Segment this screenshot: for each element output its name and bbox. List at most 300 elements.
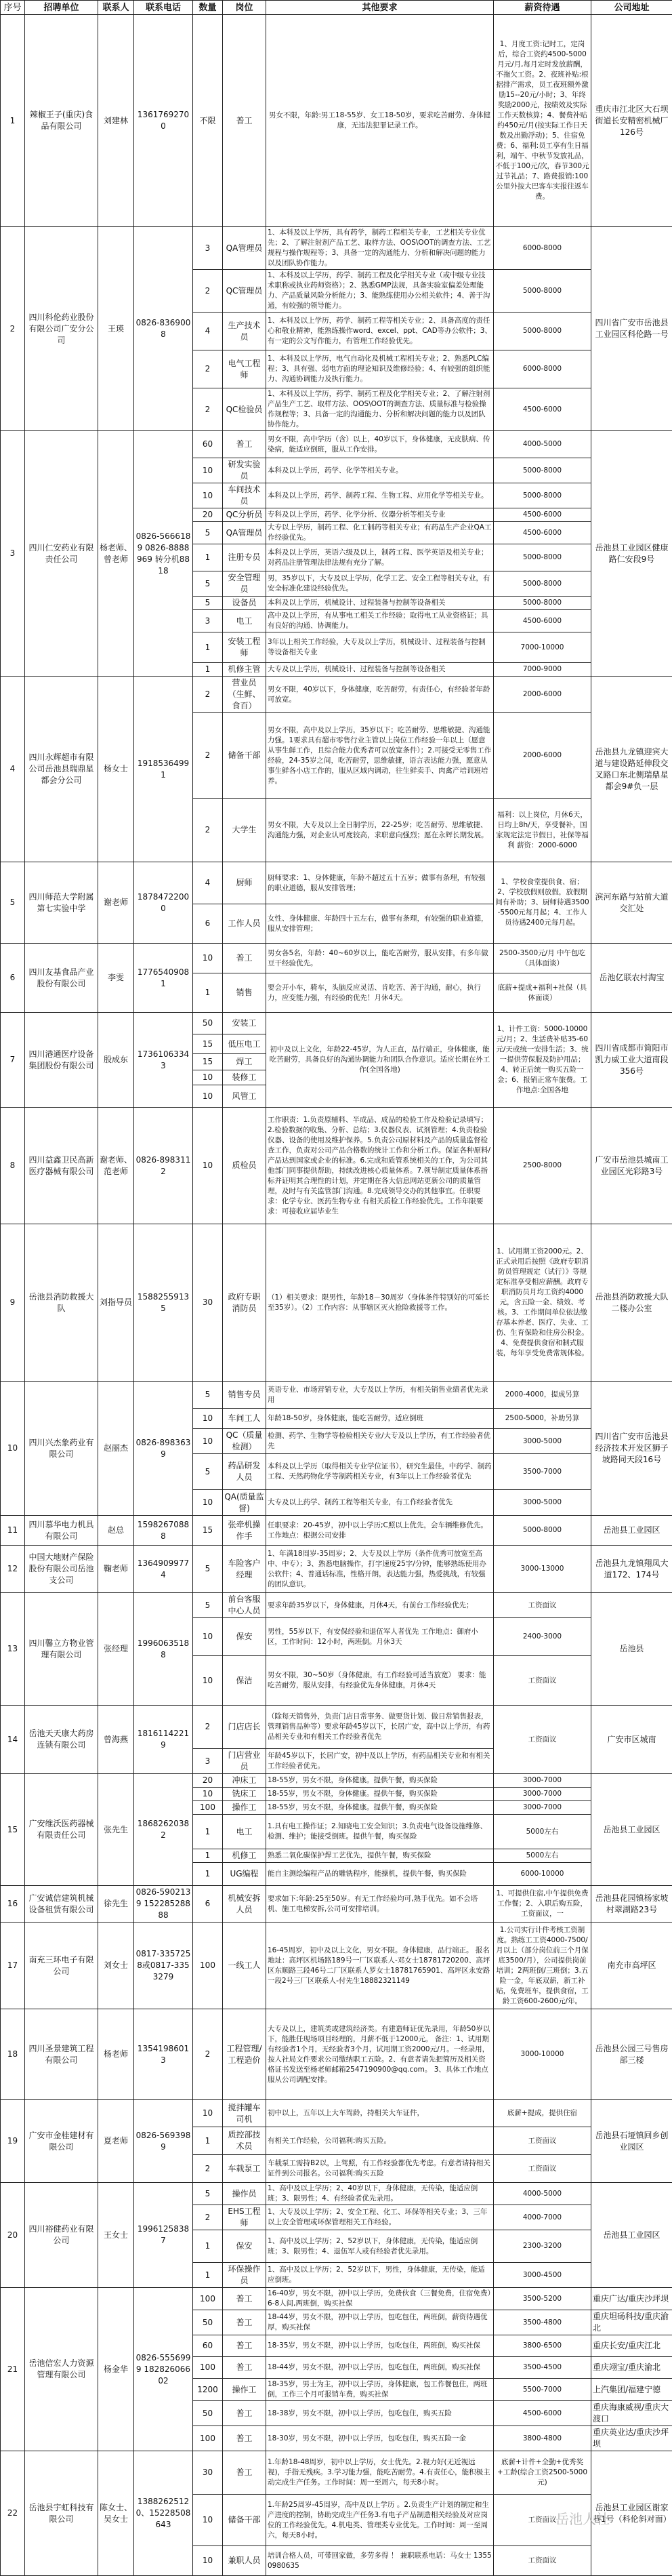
- requirements-cell: 1.年龄18-48周岁，初中以上学历，女士优先。2.视力好(无近视远视)，手指无残疾。3.学习能力强，能吃苦耐劳。4.有责任心，能积极主动完成生产任务。工作时间：周一至周六，每天8小时。: [266, 2451, 494, 2495]
- requirements-cell: 女性、身体健康、年龄四十五左右，做事有条理，有较强的职业道德，服从安排管理；: [266, 904, 494, 944]
- contact-cell: 陈女士、吴女士: [98, 2451, 134, 2576]
- phone-cell: 18682620382: [134, 1774, 193, 1886]
- seq-cell: 18: [1, 2009, 25, 2100]
- address-cell: 重庆市江北区大石坝街道长安精密机械厂126号: [591, 15, 672, 227]
- count-cell: 100: [193, 2426, 223, 2451]
- salary-cell: 工资面议: [494, 1706, 591, 1774]
- position-cell: 设备员: [223, 597, 266, 610]
- position-cell: 电工: [223, 1815, 266, 1849]
- salary-cell: 底薪+计件+全勤+优秀奖+工龄(综合工资2500-5000元): [494, 2451, 591, 2495]
- count-cell: 10: [193, 2495, 223, 2546]
- salary-cell: 5000左右: [494, 1815, 591, 1849]
- count-cell: 30: [193, 1224, 223, 1382]
- requirements-cell: 初中及以上文化，年龄22-45岁，为人正直，品行端正，身体健康，能吃苦耐劳，具备良好的沟通协调能力和团队合作意识。适应长期在外工作(全国各地): [266, 1013, 494, 1108]
- table-body: [1, 15, 672, 2576]
- requirements-cell: 本科及以上学历，机械设计、过程装备与控制等设备相关: [266, 597, 494, 610]
- requirements-cell: 有相关工作经验，公司福利:购买五险。: [266, 2127, 494, 2155]
- salary-cell: 5000-8000: [494, 1516, 591, 1546]
- company-cell: 四川港通医疗设备集团股份有限公司: [25, 1013, 98, 1108]
- header-contact: 联系人: [98, 1, 134, 15]
- position-cell: 政府专职消防员: [223, 1224, 266, 1382]
- position-cell: 焊工: [223, 1054, 266, 1070]
- address-cell: 岳池县: [591, 1593, 672, 1706]
- count-cell: 4: [193, 313, 223, 350]
- requirements-cell: （除每天销售外，负责门店日常事务、做要货计划、做日常销售报表，管理销售品种等）要求年龄45岁以下，长居广安，高中以上学历，有药品相关专业和有相关工作经验者优先: [266, 1706, 494, 1749]
- contact-cell: 杨老师: [98, 2009, 134, 2100]
- salary-cell: 1、计件工资：5000-10000元/月；2、生活费补贴35-60元/天或统一安排生活；3、统一提供劳保服及防护用品；4、转正后统一购买五险一金；6、报销正常车旅费。工作地点:全国各地: [494, 1013, 591, 1108]
- requirements-cell: 任职要求：20-45岁，初中以上学历;C照以上优先，会车辆维修优先。工作地点：根据公司安排: [266, 1516, 494, 1546]
- header-seq: 序号: [1, 1, 25, 15]
- salary-cell: 5000-8000: [494, 571, 591, 597]
- requirements-cell: 能自主测绘编程产品的雕铣程序，能操机，提供午餐，购买保险: [266, 1863, 494, 1886]
- phone-cell: 19185364991: [134, 677, 193, 862]
- position-cell: 装修工: [223, 1070, 266, 1085]
- salary-cell: 6000-10000: [494, 1863, 591, 1886]
- salary-cell: 2300-3200: [494, 2230, 591, 2263]
- address-cell: 岳池县工业园区谢家巷1号（科伦斜对面）: [591, 2451, 672, 2576]
- requirements-cell: 厨师要求：1、身体健康，年龄不超过五十五岁；做事有条理，有较强的职业道德，服从安排管理；: [266, 862, 494, 904]
- position-cell: 普工: [223, 2357, 266, 2379]
- phone-cell: 0826-8983112: [134, 1108, 193, 1224]
- position-cell: QC管理员: [223, 270, 266, 313]
- requirements-cell: 1、本科及以上学历，电气自动化及机械工程相关专业；2、熟悉PLC编程；3、具有强、弱电方面的理论知识及维修经验；4、有较强的组织能力、沟通协调能力及执行能力。: [266, 350, 494, 388]
- seq-cell: 22: [1, 2451, 25, 2576]
- count-cell: 3: [193, 1749, 223, 1774]
- seq-cell: 19: [1, 2100, 25, 2183]
- position-cell: 操作员: [223, 2183, 266, 2205]
- header-company: 招聘单位: [25, 1, 98, 15]
- count-cell: 1: [193, 2230, 223, 2263]
- company-cell: 岳池信宏人力资源管理有限公司: [25, 2288, 98, 2451]
- salary-cell: 2500-5000，补助另算: [494, 1409, 591, 1429]
- seq-cell: 3: [1, 431, 25, 677]
- requirements-cell: 大专及以上药学、制药工程等相关专业，有工作经验者优先: [266, 1490, 494, 1516]
- salary-cell: 底薪+提成+福利+社保（具体面谈）: [494, 973, 591, 1013]
- requirements-cell: 要求年龄35岁以下，身体健康，月休4天，有前台工作经验优先；: [266, 1593, 494, 1618]
- count-cell: 2: [193, 2205, 223, 2230]
- address-cell: 重庆海康威视/重庆大渡口: [591, 2401, 672, 2426]
- contact-cell: 王瑛: [98, 227, 134, 431]
- count-cell: 10: [193, 1085, 223, 1108]
- phone-cell: 18784722000: [134, 862, 193, 944]
- salary-cell: 工资面议: [494, 2155, 591, 2183]
- phone-cell: 0826-5693989: [134, 2100, 193, 2183]
- salary-cell: 4500-6000: [494, 388, 591, 431]
- requirements-cell: 1、高中及以上学历；2、52岁以下，男性，身体健康，无传染，能适应倒班。: [266, 2263, 494, 2288]
- company-cell: 四川科伦药业股份有限公司广安分公司: [25, 227, 98, 431]
- address-cell: 岳池县工业园区: [591, 1774, 672, 1886]
- address-cell: 岳池亿联农村淘宝: [591, 944, 672, 1013]
- count-cell: 50: [193, 2310, 223, 2335]
- position-cell: 质控部技术员: [223, 2127, 266, 2155]
- contact-cell: 夏老师: [98, 2100, 134, 2183]
- requirements-cell: 本科及以上学历，英语六级及以上，制药工程、医学英语及相关专业；对药品注册管理法律法规有充分了解。: [266, 544, 494, 571]
- company-cell: 四川师范大学附属第七实验中学: [25, 862, 98, 944]
- salary-cell: 3800-4800: [494, 2426, 591, 2451]
- seq-cell: 8: [1, 1108, 25, 1224]
- salary-cell: 1、可提供住宿,中午提供免费工作餐；2、入职后购五险，工资面议，一: [494, 1886, 591, 1923]
- requirements-cell: 1、高中及以上学历；2、40岁以下，身体健康，无传染，能适应倒班；3、限男性；4、有经验者优先录用。: [266, 2183, 494, 2205]
- position-cell: 普工: [223, 15, 266, 227]
- salary-cell: 5000-8000: [494, 597, 591, 610]
- count-cell: 20: [193, 508, 223, 522]
- position-cell: 普工: [223, 2310, 266, 2335]
- phone-cell: 17361063343: [134, 1013, 193, 1108]
- salary-cell: 4500-6000: [494, 508, 591, 522]
- position-cell: 操作工: [223, 1801, 266, 1815]
- position-cell: 机械安拆人员: [223, 1886, 266, 1923]
- position-cell: 药品研发人员: [223, 1454, 266, 1490]
- address-cell: 重庆翊宝/重庆渝北: [591, 2357, 672, 2379]
- count-cell: 5: [193, 1454, 223, 1490]
- salary-cell: 2000-4000，提成另算: [494, 1382, 591, 1409]
- count-cell: 10: [193, 1108, 223, 1224]
- count-cell: 50: [193, 2401, 223, 2426]
- count-cell: 3: [193, 610, 223, 632]
- phone-cell: 19961258387: [134, 2183, 193, 2288]
- requirements-cell: 男性，55岁以下，有安保经验和退伍军人者优先 工作地点：御府小区，工作时间：12小时，两班倒。月休3天: [266, 1618, 494, 1656]
- seq-cell: 21: [1, 2288, 25, 2451]
- table-row: [1, 2451, 672, 2495]
- count-cell: 60: [193, 431, 223, 458]
- phone-cell: 0826-5902139 15228528888: [134, 1886, 193, 1923]
- position-cell: 风管工: [223, 1085, 266, 1108]
- count-cell: 1200: [193, 2379, 223, 2401]
- count-cell: 1: [193, 1849, 223, 1863]
- contact-cell: 刘建林: [98, 15, 134, 227]
- salary-cell: 底薪+提成，提供住宿: [494, 2100, 591, 2127]
- seq-cell: 20: [1, 2183, 25, 2288]
- company-cell: 四川仁安药业有限责任公司: [25, 431, 98, 677]
- requirements-cell: 男，35岁以下，大专及以上学历，化学工艺、安全工程等相关专业，有安全标准化建设经验优先。: [266, 571, 494, 597]
- watermark-logo: 岳池人社: [555, 2508, 610, 2528]
- position-cell: 储备干部: [223, 2495, 266, 2546]
- requirements-cell: 1、本科及以上学历，药学、制药工程等相关专业；2、具备高度的责任心和敬业精神，能熟练操作word、excel、ppt、CAD等办公软件；3、有一定的公文写作能力，有管理工作经验优先。: [266, 313, 494, 350]
- table-row: [1, 431, 672, 458]
- phone-cell: 15982670888: [134, 1516, 193, 1546]
- requirements-cell: 要会开小车，骑车，头脑反应灵活、肯吃苦、善于沟通，耐心，执行力，应变能力强，有经验的优先！月休4天。: [266, 973, 494, 1013]
- phone-cell: 0826-5666189 0826-8888969 转分机8818: [134, 431, 193, 677]
- salary-cell: 1、月度工资:记时工，定岗后，综合工资约4500-5000月元/月,每月定时发放薪酬，不拖欠工资。2、夜班补贴:根据排产需求，员工夜班额外激励15--20元/小时；3、年终奖励2000元，按绩效及实际工作天数核算；4、餐费补贴约450元/月(按实际工作日天数及出勤浮动)；5、住宿免费；6、福利:员工享有生日福利，端午、中秋节发放礼品，不低于100元/次，春节300元过节礼品；7、路费报销:100公里外按大巴客车实报往返车费。: [494, 15, 591, 227]
- position-cell: 门店营业员: [223, 1749, 266, 1774]
- position-cell: 兼职人员: [223, 2546, 266, 2576]
- table-row: [1, 862, 672, 904]
- company-cell: 四川益鑫卫民高新医疗器械有限公司: [25, 1108, 98, 1224]
- table-row: [1, 1886, 672, 1923]
- position-cell: 销售: [223, 973, 266, 1013]
- requirements-cell: 培训合格人员，可带回家做，多劳多得 ！ 兼职联系电话：马女士 13550980635: [266, 2546, 494, 2576]
- phone-cell: 13541986013: [134, 2009, 193, 2100]
- count-cell: 10: [193, 1618, 223, 1656]
- contact-cell: 王女士: [98, 2183, 134, 2288]
- position-cell: QC分析员: [223, 508, 266, 522]
- requirements-cell: 男女不限，40岁以下，身体健康，吃苦耐劳，有责任心，有经验者年龄可放宽。: [266, 677, 494, 713]
- address-cell: 岳池县工业园区: [591, 1516, 672, 1546]
- table-row: [1, 1516, 672, 1546]
- contact-cell: 赵丽杰: [98, 1382, 134, 1516]
- table-row: [1, 2183, 672, 2205]
- company-cell: 四川慕华电力机具有限公司: [25, 1516, 98, 1546]
- position-cell: QA(质量监督): [223, 1490, 266, 1516]
- position-cell: 普工: [223, 2426, 266, 2451]
- requirements-cell: 1.年龄25周岁-45周岁，高中及以上学历 。2.负责生产计划的制定和生产进度的控制，协助完成生产任务3.有电子产品制造相关经验及对应岗位的工作经验优先。4.机电类、管理类专业优先。工作时间：周一至周六，每天8小时。: [266, 2495, 494, 2546]
- table-row: [1, 2009, 672, 2100]
- phone-cell: 0817-3357258或0817-3353279: [134, 1923, 193, 2009]
- salary-cell: 福利：以上岗位，月休6天，日均上8h/天，享受餐补，国家规定法定节假日，社保等福利 薪资：2000-6000: [494, 799, 591, 862]
- salary-cell: 2500-8000: [494, 1108, 591, 1224]
- count-cell: 10: [193, 2100, 223, 2127]
- position-cell: 保安: [223, 1618, 266, 1656]
- count-cell: 10: [193, 1409, 223, 1429]
- company-cell: 四川友基食品产业股份有限公司: [25, 944, 98, 1013]
- table-row: [1, 2100, 672, 2127]
- count-cell: 15: [193, 1034, 223, 1054]
- count-cell: 10: [193, 2546, 223, 2576]
- requirements-cell: 男女不限，年龄:男工18-55岁、女工18-50岁，要求吃苦耐劳、身体健康，无违法犯罪记录工作。: [266, 15, 494, 227]
- header-phone: 联系电话: [134, 1, 193, 15]
- salary-cell: 3000-7000: [494, 1801, 591, 1815]
- contact-cell: 赵总: [98, 1516, 134, 1546]
- table-row: [1, 677, 672, 713]
- address-cell: 岳池县工业园区健康路仁安段9号: [591, 431, 672, 677]
- count-cell: 1: [193, 2263, 223, 2288]
- table-row: [1, 1224, 672, 1382]
- phone-cell: 13882625120、15228508643: [134, 2451, 193, 2576]
- count-cell: 5: [193, 1382, 223, 1409]
- requirements-cell: 男女不限，30~50岁（身体健康，有工作经验可适当放宽） 要求：能吃苦耐劳，服从安排，有经验优先身体健康，月休4天: [266, 1656, 494, 1706]
- address-cell: 四川省广安市岳池县工业园区科伦路一号: [591, 227, 672, 431]
- contact-cell: 张先生: [98, 1774, 134, 1886]
- position-cell: 普工: [223, 431, 266, 458]
- salary-cell: 4000-7000: [494, 2205, 591, 2230]
- position-cell: 机修主管: [223, 663, 266, 677]
- salary-cell: 5000左右: [494, 1849, 591, 1863]
- requirements-cell: 检测、药学、生物学等检验相关专业/大专及以上学历，有工作经验者优先: [266, 1429, 494, 1454]
- count-cell: 10: [193, 1429, 223, 1454]
- requirements-cell: 1、本科及以上学历，具有药学，制药工程相关专业，工艺相关专业优先；2、了解注射剂产品工艺、取样方法、OOS\OOT的调查方法、工艺规程与操作规程等；3、具备一定的沟通能力、分析和解决问题的能力以及团队协作能力。: [266, 227, 494, 270]
- salary-cell: 工资面议: [494, 1656, 591, 1706]
- requirements-cell: 男女不限，高中及以上学历，35岁以下；吃苦耐劳、思维敏捷、沟通能力强。1要求具有超市零售行业主管以上岗位工作经验一年以上（愿意从事生鲜工作，且综合能力优秀者可以放宽条件）；2.可接受无零售工作经验，24-35岁之间，吃苦耐劳，思维敏捷，语言表达能力强，愿意从事生鲜各小店工作的，服从区域内调动，往生鲜卖手、肉禽产培训班培养。: [266, 713, 494, 799]
- address-cell: 重庆广达/重庆沙坪坝: [591, 2288, 672, 2310]
- count-cell: 1: [193, 2127, 223, 2155]
- phone-cell: 18161142219: [134, 1706, 193, 1774]
- address-cell: 上汽集团/福建宁德: [591, 2379, 672, 2401]
- salary-cell: 工资面议: [494, 1593, 591, 1618]
- requirements-cell: 1、大专及以上学历；2、安全工程、化工、环保等相关专业；3、三年以上安全管理或环保管理相关工作经验。: [266, 2205, 494, 2230]
- seq-cell: 11: [1, 1516, 25, 1546]
- contact-cell: 谢老师、范老师: [98, 1108, 134, 1224]
- count-cell: 10: [193, 483, 223, 508]
- contact-cell: 张经理: [98, 1593, 134, 1706]
- salary-cell: 5000-8000: [494, 544, 591, 571]
- header-requirements: 其他要求: [266, 1, 494, 15]
- salary-cell: 3000-5000: [494, 1490, 591, 1516]
- position-cell: QA管理员: [223, 227, 266, 270]
- position-cell: 环保操作员: [223, 2263, 266, 2288]
- requirements-cell: 1、本科及以上学历，药学、制药工程及化学相关专业（或中级专业技术职称或执业药师资格）；2、熟悉GMP法规，具备实验室偏差处理能力、产品质量风险分析能力；3、能熟练使用办公相关软件；4、善于沟通，有较强的领导能力。: [266, 270, 494, 313]
- header-address: 公司地址: [591, 1, 672, 15]
- phone-cell: 19960635188: [134, 1593, 193, 1706]
- position-cell: 保安: [223, 2230, 266, 2263]
- position-cell: 门店店长: [223, 1706, 266, 1749]
- phone-cell: 0826-8369008: [134, 227, 193, 431]
- requirements-cell: 18-55岁，男女不限，身体健康。提供午餐，购买保险: [266, 1788, 494, 1801]
- count-cell: 100: [193, 1923, 223, 2009]
- count-cell: 5: [193, 1546, 223, 1593]
- position-cell: 安装工程师: [223, 632, 266, 663]
- seq-cell: 1: [1, 15, 25, 227]
- header-salary: 薪资待遇: [494, 1, 591, 15]
- requirements-cell: 3年以上相关工作经验，大专及以上学历，机械设计、过程装备与控制等设备相关专业: [266, 632, 494, 663]
- phone-cell: 17765409081: [134, 944, 193, 1013]
- salary-cell: 7000-9000: [494, 663, 591, 677]
- requirements-cell: 大专以上学历，制药工程、化工制药等相关专业；有药品生产企业QA工作经验优先。: [266, 522, 494, 544]
- address-cell: 岳池县公园三号售房部三楼: [591, 2009, 672, 2100]
- salary-cell: 4500-6000: [494, 2401, 591, 2426]
- count-cell: 5: [193, 597, 223, 610]
- count-cell: 2: [193, 713, 223, 799]
- requirements-cell: 18-35岁，男士为主，初中以上学历，身体健康，包工作餐包住，两班倒，工作三个月可报销车费，购买社保: [266, 2379, 494, 2401]
- table-row: [1, 1108, 672, 1224]
- salary-cell: 3500-7000: [494, 1454, 591, 1490]
- count-cell: 10: [193, 458, 223, 483]
- company-cell: 岳池县消防救援大队: [25, 1224, 98, 1382]
- salary-cell: 3000-13000: [494, 1546, 591, 1593]
- address-cell: 四川省广安市岳池县经济技术开发区狮子坡路同天段16号: [591, 1382, 672, 1516]
- phone-cell: 15882559135: [134, 1224, 193, 1382]
- requirements-cell: 本科及以上学历（取得相关专业学位证书），研究生最佳，中药学、制药工程、天然药物化学等制药相关专业，有3年以上工作经验者优先: [266, 1454, 494, 1490]
- requirements-cell: 英语专业、市场营销专业，大专及以上学历，有相关销售业绩者优先录用: [266, 1382, 494, 1409]
- seq-cell: 17: [1, 1923, 25, 2009]
- seq-cell: 7: [1, 1013, 25, 1108]
- count-cell: 10: [193, 1788, 223, 1801]
- requirements-cell: （1）相关要求：限男性，年龄18－30周岁（身体条件特别好的可延长至35岁）。（2）工作内容：从事辖区灭火抢险救援等工作。: [266, 1224, 494, 1382]
- position-cell: 工程管理/工程造价: [223, 2009, 266, 2100]
- seq-cell: 9: [1, 1224, 25, 1382]
- position-cell: QC检验员: [223, 388, 266, 431]
- position-cell: 销售专员: [223, 1382, 266, 1409]
- salary-cell: 3500-4800: [494, 2310, 591, 2335]
- position-cell: 车载泵工: [223, 2155, 266, 2183]
- address-cell: 广安市岳池县城南工业园区光彩路3号: [591, 1108, 672, 1224]
- salary-cell: 5500-7000: [494, 2379, 591, 2401]
- count-cell: 1: [193, 544, 223, 571]
- position-cell: EHS工程师: [223, 2205, 266, 2230]
- salary-cell: 7000-10000: [494, 632, 591, 663]
- salary-cell: 6000-8000: [494, 227, 591, 270]
- count-cell: 1: [193, 1815, 223, 1849]
- requirements-cell: 1、高中及以上学历；2、52岁以下，身体健康，无传染，能适应倒班；3、限男性；4、退伍军人或有经验者优先录用。: [266, 2230, 494, 2263]
- address-cell: 南充市高坪区: [591, 1923, 672, 2009]
- address-cell: 重庆坦砀科技/重庆渝北: [591, 2310, 672, 2335]
- requirements-cell: 1、本科及以上学历，药学、制药工程及化学相关专业；2、了解注射剂产品生产工艺、取样方法、OOS\OOT的调查方法、质量标准与检验操作规程等；3、具备一定的沟通能力、分析和解决问题的能力以及团队协作能力。: [266, 388, 494, 431]
- count-cell: 2: [193, 677, 223, 713]
- position-cell: QA管理员: [223, 522, 266, 544]
- count-cell: 2: [193, 388, 223, 431]
- requirements-cell: 16-40岁，男女不限，初中以上学历，免费伙食（三餐免费，住宿免费）6-8人间,两班倒，购买社保: [266, 2288, 494, 2310]
- count-cell: 10: [193, 1656, 223, 1706]
- position-cell: 安全管理员: [223, 571, 266, 597]
- salary-cell: 3000-5000: [494, 1429, 591, 1454]
- position-cell: 搅拌罐车司机: [223, 2100, 266, 2127]
- position-cell: 普工: [223, 2335, 266, 2357]
- count-cell: 10: [193, 944, 223, 973]
- count-cell: 4: [193, 862, 223, 904]
- seq-cell: 13: [1, 1593, 25, 1706]
- table-row: [1, 1923, 672, 2009]
- requirements-cell: 1.具有电工操作证；2.知晓电工安全知识；3.负责电气设备设施维修、检测、维护；能接受倒班。提供午餐，购买保险: [266, 1815, 494, 1849]
- count-cell: 50: [193, 1013, 223, 1034]
- phone-cell: 0826-5556999 18282606602: [134, 2288, 193, 2451]
- count-cell: 30: [193, 2451, 223, 2495]
- position-cell: 营业员（生鲜、食百）: [223, 677, 266, 713]
- salary-cell: 2500-3500元/月 中午包吃（具体面谈）: [494, 944, 591, 973]
- requirements-cell: 18-38岁，男女不限，初中以上学历，包吃包住，购买五险: [266, 2401, 494, 2426]
- address-cell: 滨河东路与站前大道交汇处: [591, 862, 672, 944]
- salary-cell: 3500-4500: [494, 2357, 591, 2379]
- position-cell: 保洁: [223, 1656, 266, 1706]
- position-cell: 大学生: [223, 799, 266, 862]
- address-cell: 岳池县九龙镇迎宾大道与建设路延伸段交叉路口东北侧瑞鼎星都会9#负一层: [591, 677, 672, 862]
- count-cell: 5: [193, 2183, 223, 2205]
- address-cell: 广安市区城南: [591, 1706, 672, 1774]
- requirements-cell: 年龄45岁以下，长居广安，初中及以上学历，有药品相关专业和有相关工作经验者优先。: [266, 1749, 494, 1774]
- company-cell: 四川兴杰象药业有限公司: [25, 1382, 98, 1516]
- count-cell: 2: [193, 270, 223, 313]
- requirements-cell: 大专及以上，建筑类或建筑经济类。有建造师证优先录用，年龄50岁以下，能胜任现场项目经理的，月薪不低于12000元。 备注：1、试用期有经验者1个月，无经验者3个月，试用期工资2000元/月。一经录用，按人社局文件要求公司缴纳职工五险。2、有意者请先把简历及相关资格证书发送至杨老师邮箱2547190900@qq.com。 3、具体工作地点服从公司调配安排。: [266, 2009, 494, 2100]
- position-cell: UG编程: [223, 1863, 266, 1886]
- count-cell: 5: [193, 571, 223, 597]
- position-cell: 厨师: [223, 862, 266, 904]
- salary-cell: 工资面议: [494, 2127, 591, 2155]
- position-cell: 操作工: [223, 2379, 266, 2401]
- salary-cell: 4000-5000: [494, 431, 591, 458]
- address-cell: 四川省成都市简阳市凯力威工业大道南段356号: [591, 1013, 672, 1108]
- requirements-cell: 男女不限，大专及以上全日制学历，22-25岁；吃苦耐劳、思维敏捷、沟通能力强，对企业认可度较高，求职意向强烈；愿在永辉长期发展。: [266, 799, 494, 862]
- position-cell: 工作人员: [223, 904, 266, 944]
- position-cell: 机修工: [223, 1849, 266, 1863]
- position-cell: 电气工程师: [223, 350, 266, 388]
- table-row: [1, 1774, 672, 1788]
- salary-cell: 1、试用期工资2000元。2、正式录用后按照《政府专职消防员管理规定（试行）》等规定标准享受相应薪酬。政府专职消防员月均工资约4000元，含五险一金、绩效、考核。3、工作期间单位依法缴存基本养老、医疗、失业、工伤、生育保险和住房公积金。4、免费提供食宿和制式服装，每年享受免费常规体检。: [494, 1224, 591, 1382]
- contact-cell: 杨女士: [98, 677, 134, 862]
- count-cell: 15: [193, 1054, 223, 1070]
- count-cell: 100: [193, 1801, 223, 1815]
- address-cell: 岳池县消防救援大队二楼办公室: [591, 1224, 672, 1382]
- count-cell: 5: [193, 522, 223, 544]
- contact-cell: 杨老师、曾老师: [98, 431, 134, 677]
- salary-cell: 2000-6000: [494, 677, 591, 713]
- seq-cell: 4: [1, 677, 25, 862]
- requirements-cell: 18-30岁，男女不限，初中以上学历，包吃包住，购买五险一金: [266, 2426, 494, 2451]
- position-cell: 车间工人: [223, 1409, 266, 1429]
- table-row: [1, 1013, 672, 1034]
- salary-cell: 1、学校食堂提供食、宿； 2、学校放假则放假，放假期间有补助；3、厨师待遇3500-5500元每月起；4、工作人员待遇2400元每月起。: [494, 862, 591, 944]
- address-cell: 重庆长安/重庆江北: [591, 2335, 672, 2357]
- position-cell: 张牵机操作手: [223, 1516, 266, 1546]
- position-cell: 电工: [223, 610, 266, 632]
- count-cell: 2: [193, 799, 223, 862]
- count-cell: 5: [193, 1593, 223, 1618]
- contact-cell: 杨金华: [98, 2288, 134, 2451]
- count-cell: 6: [193, 904, 223, 944]
- count-cell: 3: [193, 227, 223, 270]
- position-cell: 质检员: [223, 1108, 266, 1224]
- company-cell: 岳池县宇虹科技有限公司: [25, 2451, 98, 2576]
- contact-cell: 刘女士: [98, 1923, 134, 2009]
- requirements-cell: 初中以上，五年以上大车驾龄，持相关大车证件，: [266, 2100, 494, 2127]
- count-cell: 2: [193, 2009, 223, 2100]
